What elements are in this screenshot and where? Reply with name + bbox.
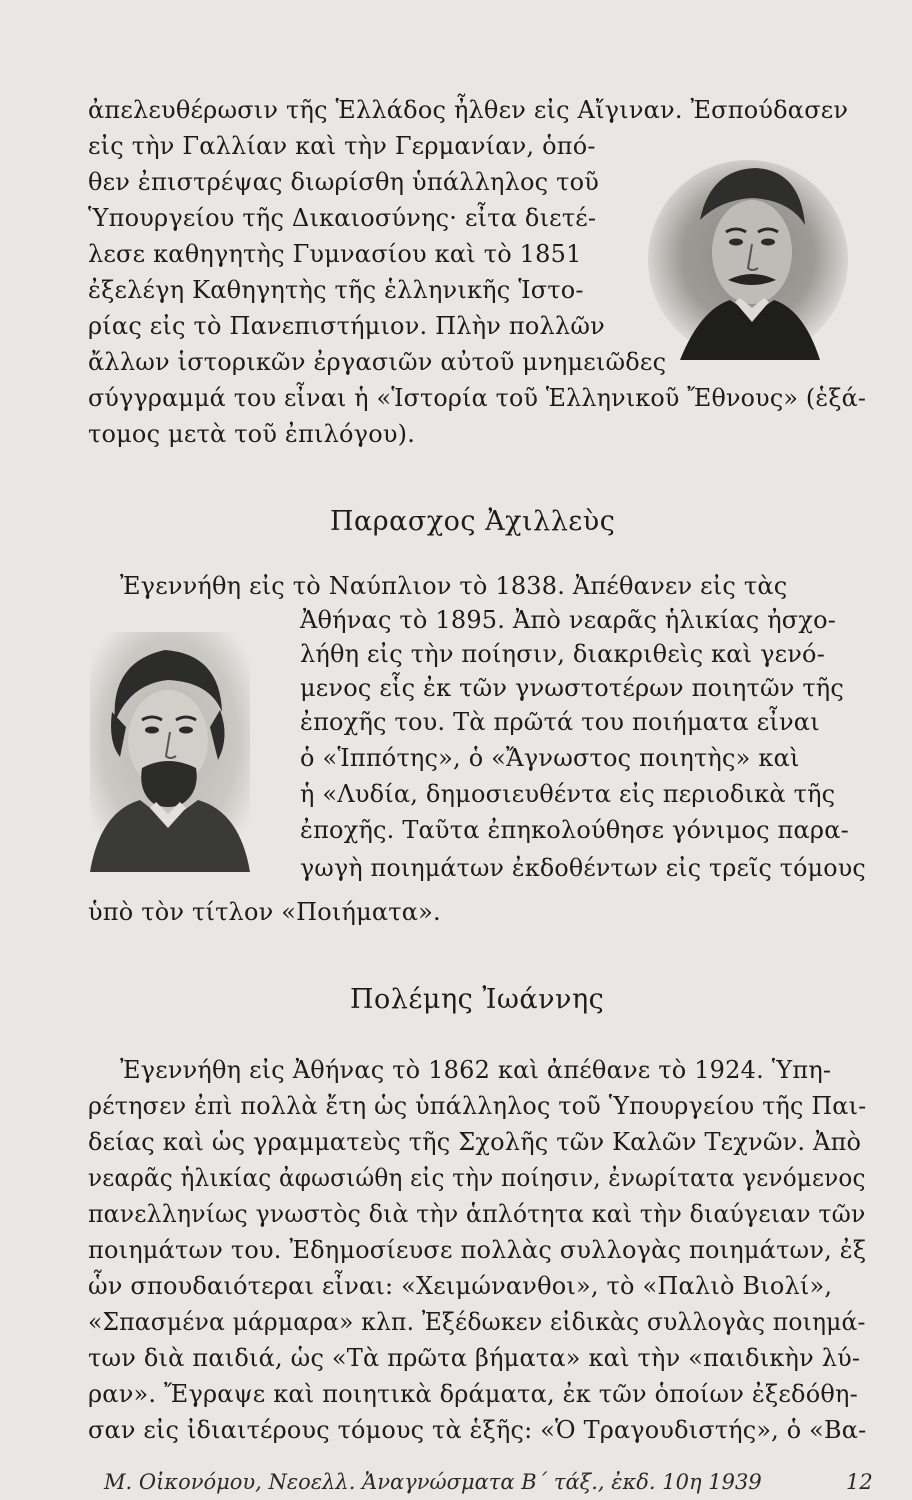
paragraph-line: ἐποχῆς. Ταῦτα ἐπηκολούθησε γόνιμος παρα- (300, 816, 849, 844)
paragraph-line: ρέτησεν ἐπὶ πολλὰ ἔτη ὡς ὑπάλληλος τοῦ Ὑπουργείου τῆς Παι- (88, 1092, 867, 1120)
paragraph-line: Ὑπουργείου τῆς Δικαιοσύνης· εἶτα διετέ- (88, 204, 597, 232)
paragraph-line: σύγγραμμά του εἶναι ἡ «Ἱστορία τοῦ Ἑλληνικοῦ Ἔθνους» (ἑξά- (88, 384, 867, 412)
portrait-image-left (90, 632, 250, 872)
paragraph-line: ἀπελευθέρωσιν τῆς Ἑλλάδος ἦλθεν εἰς Αἴγιναν. Ἐσπούδασεν (88, 96, 849, 124)
paragraph-line: ἡ «Λυδία, δημοσιευθέντα εἰς περιοδικὰ τῆς (300, 780, 836, 808)
paragraph-line: Ἐγεννήθη εἰς τὸ Ναύπλιον τὸ 1838. Ἀπέθανεν εἰς τὰς (120, 572, 788, 600)
paragraph-line: τομος μετὰ τοῦ ἐπιλόγου). (88, 420, 416, 448)
paragraph-line: Ἀθήνας τὸ 1895. Ἀπὸ νεαρᾶς ἡλικίας ἠσχο- (300, 606, 837, 634)
paragraph-line: «Σπασμένα μάρμαρα» κλπ. Ἐξέδωκεν εἰδικὰς συλλογὰς ποιημά- (88, 1308, 866, 1336)
paragraph-line: θεν ἐπιστρέψας διωρίσθη ὑπάλληλος τοῦ (88, 168, 600, 196)
section-heading: Παρασχος Ἀχιλλεὺς (330, 506, 616, 537)
footer-citation: Μ. Οἰκονόμου, Νεοελλ. Ἀναγνώσματα Β΄ τάξ., ἐκδ. 10η 1939 (104, 1470, 762, 1494)
paragraph-line: Ἐγεννήθη εἰς Ἀθήνας τὸ 1862 καὶ ἀπέθανε τὸ 1924. Ὑπη- (120, 1056, 832, 1084)
paragraph-line: ὁ «Ἱππότης», ὁ «Ἄγνωστος ποιητὴς» καὶ (300, 744, 800, 772)
paragraph-line: νεαρᾶς ἡλικίας ἀφωσιώθη εἰς τὴν ποίησιν, ἐνωρίτατα γενόμενος (88, 1164, 866, 1192)
paragraph-line: εἰς τὴν Γαλλίαν καὶ τὴν Γερμανίαν, ὁπό- (88, 132, 596, 160)
paragraph-line: ποιημάτων του. Ἐδημοσίευσε πολλὰς συλλογὰς ποιημάτων, ἐξ (88, 1236, 867, 1264)
paragraph-line: γωγὴ ποιημάτων ἐκδοθέντων εἰς τρεῖς τόμους (300, 854, 866, 882)
paragraph-line: ἄλλων ἱστορικῶν ἐργασιῶν αὐτοῦ μνημειῶδες (88, 348, 667, 376)
section-heading: Πολέμης Ἰωάννης (350, 984, 605, 1015)
portrait-image-top (640, 140, 850, 370)
paragraph-line: ραν». Ἔγραψε καὶ ποιητικὰ δράματα, ἐκ τῶν ὁποίων ἐξεδόθη- (88, 1380, 858, 1408)
paragraph-line: ἐξελέγη Καθηγητὴς τῆς ἑλληνικῆς Ἱστο- (88, 276, 584, 304)
paragraph-line: σαν εἰς ἰδιαιτέρους τόμους τὰ ἑξῆς: «Ὁ Τραγουδιστής», ὁ «Βα- (88, 1416, 867, 1444)
paragraph-line: ὧν σπουδαιότεραι εἶναι: «Χειμώνανθοι», τὸ «Παλιὸ Βιολί», (88, 1272, 833, 1300)
paragraph-line: των διὰ παιδιά, ὡς «Τὰ πρῶτα βήματα» καὶ τὴν «παιδικὴν λύ- (88, 1344, 861, 1372)
paragraph-line: λήθη εἰς τὴν ποίησιν, διακριθεὶς καὶ γενό- (300, 640, 826, 668)
paragraph-line: ὑπὸ τὸν τίτλον «Ποιήματα». (88, 898, 441, 926)
paragraph-line: ἐποχῆς του. Τὰ πρῶτά του ποιήματα εἶναι (300, 708, 820, 736)
paragraph-line: πανελληνίως γνωστὸς διὰ τὴν ἁπλότητα καὶ τὴν διαύγειαν τῶν (88, 1200, 866, 1228)
paragraph-line: λεσε καθηγητὴς Γυμνασίου καὶ τὸ 1851 (88, 240, 582, 268)
paragraph-line: δείας καὶ ὡς γραμματεὺς τῆς Σχολῆς τῶν Καλῶν Τεχνῶν. Ἀπὸ (88, 1128, 862, 1156)
page-number: 12 (846, 1470, 873, 1494)
paragraph-line: ρίας εἰς τὸ Πανεπιστήμιον. Πλὴν πολλῶν (88, 312, 605, 340)
paragraph-line: μενος εἷς ἐκ τῶν γνωστοτέρων ποιητῶν τῆς (300, 674, 845, 702)
